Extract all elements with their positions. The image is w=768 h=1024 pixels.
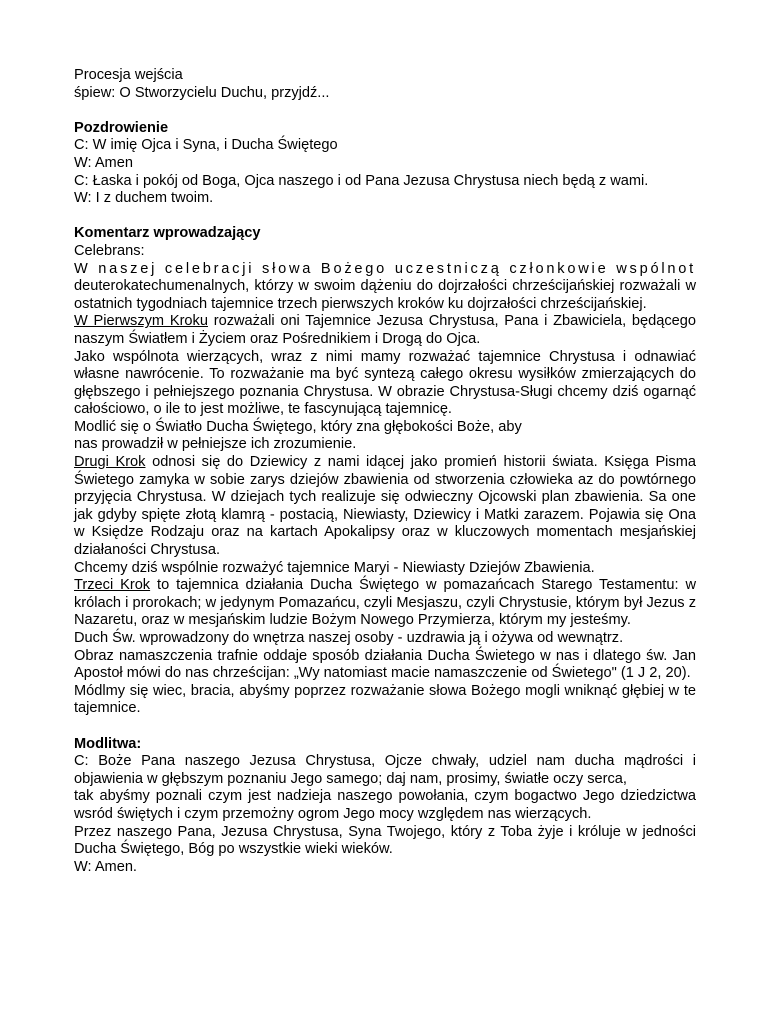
prayer-paragraph: C: Boże Pana naszego Jezusa Chrystusa, Ojcze chwały, udziel nam ducha mądrości i objawienia w głębszym poznaniu Jego samego; daj nam, prosimy, światłe oczy serca, (74, 753, 696, 787)
document-page (74, 67, 696, 876)
greeting-line: W: I z duchem twoim. (74, 190, 214, 207)
procession-line: Procesja wejścia (74, 67, 183, 83)
first-step-paragraph (74, 313, 696, 348)
commentary-line: Chcemy dziś wspólnie rozważyć tajemnice Maryi - Niewiasty Dziejów Zbawienia. (74, 559, 595, 576)
prayer-response: W: Amen. (74, 858, 137, 875)
third-step-paragraph (74, 577, 696, 630)
commentary-line: nas prowadził w pełniejsze ich zrozumienie. (74, 436, 357, 453)
celebrant-label: Celebrans: (74, 242, 145, 259)
commentary-heading: Komentarz wprowadzający (74, 225, 261, 242)
commentary-paragraph: Jako wspólnota wierzących, wraz z nimi mamy rozważać tajemnice Chrystusa i odnawiać własne nawrócenie. To rozważanie ma być syntezą całego okresu wysiłków zmierzających do głębszego i pełniejszego poznania Chrystusa. W obrazie Chrystusa-Sługi chcemy dziś ogarnąć całościowo, o ile to jest możliwe, te fascynującą tajemnicę. (74, 348, 696, 418)
hymn-line: śpiew: O Stworzycielu Duchu, przyjdź... (74, 84, 330, 101)
commentary-paragraph-first-line: W naszej celebracji słowa Bożego uczestniczą członkowie wspólnot (74, 260, 696, 277)
second-step-label: Drugi Krok (74, 454, 146, 471)
greeting-line: W: Amen (74, 154, 133, 171)
second-step-paragraph (74, 454, 696, 560)
commentary-line: Duch Św. wprowadzony do wnętrza naszej osoby - uzdrawia ją i ożywa od wewnątrz. (74, 630, 624, 646)
greeting-line: C: W imię Ojca i Syna, i Ducha Świętego (74, 137, 338, 154)
spacer (74, 102, 696, 120)
commentary-paragraph: deuterokatechumenalnych, którzy w swoim dążeniu do dojrzałości chrześcijańskiej rozważali w ostatnich tygodniach tajemnice trzech pierwszych kroków ku dojrzałości chrześcijańskiej. (74, 278, 696, 312)
second-step-text: odnosi się do Dziewicy z nami idącej jako promień historii świata. Księga Pisma Świetego zamyka w sobie zarys dziejów zbawienia od stworzenia człowieka az do powtórnego przyjęcia Chrystusa. W dziejach tych realizuje się odwieczny Ojcowski plan zbawienia. Sa one jak gdyby spięte złotą klamrą - postacią, Niewiasty, Dziewicy i Matki zarazem. Pojawia się Ona w Księdze Rodzaju oraz na kartach Apokalipsy oraz w kluczowych momentach mesjańskiej działaności Chrystusa. (74, 454, 696, 559)
third-step-text: to tajemnica działania Ducha Świętego w pomazańcach Starego Testamentu: w królach i prorokach; w jedynym Pomazańcu, czyli Mesjaszu, czyli Chrystusie, którym był Jezus z Nazaretu, oraz w mesjańskim ludzie Bożym Nowego Przymierza, którym my jesteśmy. (74, 577, 696, 629)
spacer (74, 718, 696, 736)
greeting-heading: Pozdrowienie (74, 119, 169, 136)
prayer-paragraph: tak abyśmy poznali czym jest nadzieja naszego powołania, czym bogactwo Jego dziedzictwa wsród świętych i czym przemożny ogrom Jego mocy względem nas wierzących. (74, 788, 696, 822)
commentary-line: Modlić się o Światło Ducha Świętego, który zna głębokości Boże, aby (74, 418, 522, 435)
commentary-paragraph: Módlmy się wiec, bracia, abyśmy poprzez rozważanie słowa Bożego mogli wniknąć głębiej w te tajemnice. (74, 682, 696, 717)
spacer (74, 208, 696, 226)
first-step-label: W Pierwszym Kroku (74, 313, 208, 330)
greeting-line: C: Łaska i pokój od Boga, Ojca naszego i od Pana Jezusa Chrystusa niech będą z wami. (74, 172, 649, 189)
first-step-text: rozważali oni Tajemnice Jezusa Chrystusa, Pana i Zbawiciela, będącego naszym Światłem i Życiem oraz Pośrednikiem i Drogą do Ojca. (74, 313, 696, 347)
prayer-heading: Modlitwa: (74, 735, 142, 752)
prayer-paragraph: Przez naszego Pana, Jezusa Chrystusa, Syna Twojego, który z Toba żyje i króluje w jedności Ducha Świętego, Bóg po wszystkie wieki wieków. (74, 823, 696, 858)
commentary-paragraph: Obraz namaszczenia trafnie oddaje sposób działania Ducha Świetego w nas i dlatego św. Jan Apostoł mówi do nas chrześcijan: „Wy natomiast macie namaszczenie od Świetego" (1 J 2, 20). (74, 647, 696, 682)
third-step-label: Trzeci Krok (74, 577, 151, 594)
